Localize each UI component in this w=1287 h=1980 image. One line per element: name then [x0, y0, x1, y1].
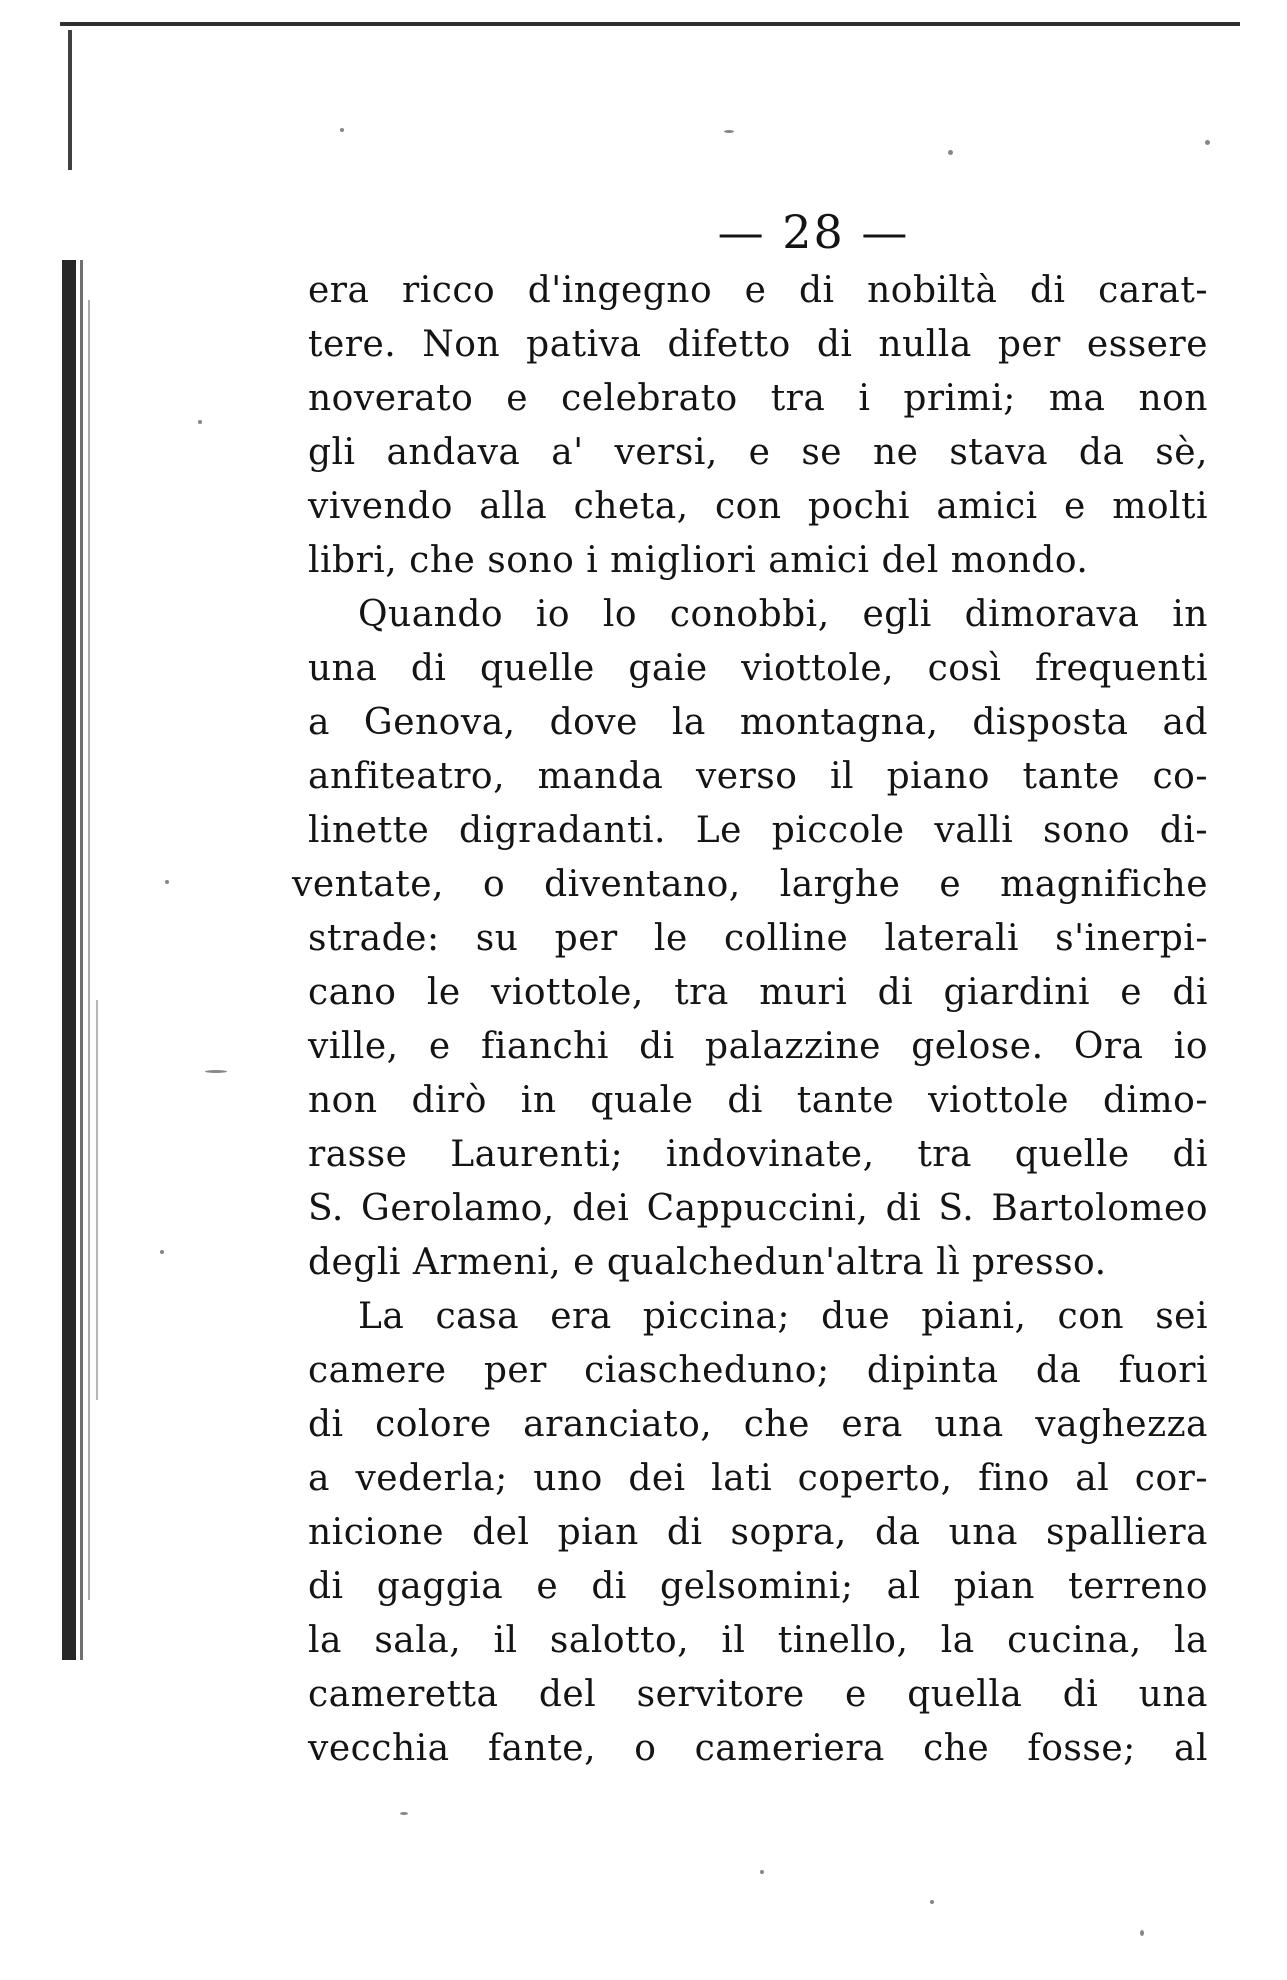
binding-shadow: [0, 0, 120, 1980]
text-line: camere per ciascheduno; dipinta da fuori: [308, 1350, 1208, 1391]
text-line: anfiteatro, manda verso il piano tante co-: [308, 756, 1208, 797]
text-line: rasse Laurenti; indovinate, tra quelle di: [308, 1134, 1208, 1175]
page-top-edge: [60, 22, 1240, 26]
text-line: gli andava a' versi, e se ne stava da sè,: [308, 432, 1208, 473]
binding-mark: [80, 260, 83, 1660]
text-line: linette digradanti. Le piccole valli sono di-: [308, 810, 1208, 851]
text-line: la sala, il salotto, il tinello, la cucina, la: [308, 1620, 1208, 1661]
text-line: una di quelle gaie viottole, così frequenti: [308, 648, 1208, 689]
page-number-text: — 28 —: [717, 205, 910, 259]
scan-speck: [205, 1070, 227, 1073]
text-line: era ricco d'ingegno e di nobiltà di carat-: [308, 270, 1208, 311]
scan-speck: [1205, 140, 1210, 145]
text-line: nicione del pian di sopra, da una spalliera: [308, 1512, 1208, 1553]
text-line: ville, e fianchi di palazzine gelose. Ora io: [308, 1026, 1208, 1067]
text-line: vivendo alla cheta, con pochi amici e molti: [308, 486, 1208, 527]
binding-mark: [62, 260, 76, 1660]
text-line: cameretta del servitore e quella di una: [308, 1674, 1208, 1715]
body-text: [292, 264, 1208, 1776]
scan-speck: [948, 150, 953, 155]
scan-speck: [760, 1870, 764, 1874]
text-line: degli Armeni, e qualchedun'altra lì presso.: [308, 1242, 1107, 1283]
text-line: cano le viottole, tra muri di giardini e di: [308, 972, 1208, 1013]
text-line: libri, che sono i migliori amici del mondo.: [308, 540, 1089, 581]
text-line: La casa era piccina; due piani, con sei: [358, 1296, 1208, 1337]
text-line: S. Gerolamo, dei Cappuccini, di S. Bartolomeo: [308, 1188, 1208, 1229]
text-line: non dirò in quale di tante viottole dimo-: [308, 1080, 1208, 1121]
text-line: a Genova, dove la montagna, disposta ad: [308, 702, 1208, 743]
scan-speck: [724, 130, 734, 133]
binding-mark: [96, 1000, 98, 1400]
text-line: noverato e celebrato tra i primi; ma non: [308, 378, 1208, 419]
text-line: di gaggia e di gelsomini; al pian terreno: [308, 1566, 1208, 1607]
text-line: vecchia fante, o cameriera che fosse; al: [308, 1728, 1208, 1769]
text-line: strade: su per le colline laterali s'inerpi-: [308, 918, 1208, 959]
text-line: a vederla; uno dei lati coperto, fino al cor-: [308, 1458, 1208, 1499]
scan-speck: [400, 1812, 408, 1815]
text-line: ventate, o diventano, larghe e magnifiche: [292, 864, 1208, 905]
scan-speck: [1140, 1930, 1144, 1936]
scan-speck: [930, 1900, 934, 1904]
scan-speck: [340, 128, 344, 132]
binding-mark: [88, 300, 90, 1600]
text-line: Quando io lo conobbi, egli dimorava in: [358, 594, 1208, 635]
binding-mark: [68, 30, 72, 170]
scan-speck: [198, 420, 202, 424]
text-line: tere. Non pativa difetto di nulla per essere: [308, 324, 1208, 365]
text-line: di colore aranciato, che era una vaghezza: [308, 1404, 1208, 1445]
scan-speck: [160, 1250, 164, 1254]
page-number: [0, 205, 1287, 259]
scan-speck: [165, 880, 169, 884]
